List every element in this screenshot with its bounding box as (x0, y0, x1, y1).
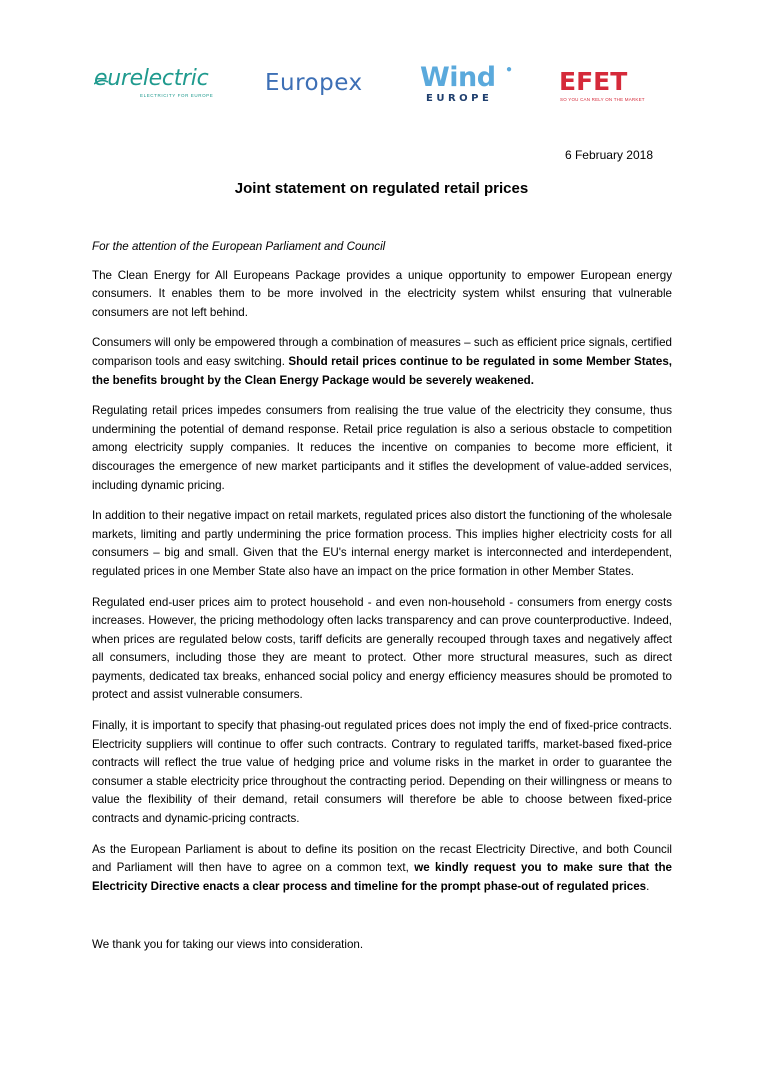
windeurope-wordmark: Wind (420, 62, 496, 93)
windeurope-logo (420, 62, 520, 106)
windeurope-subword: EUROPE (426, 93, 493, 104)
closing-line: We thank you for taking our views into consideration. (92, 938, 364, 951)
paragraph-7-emphasis: we kindly request you to make sure that the Electricity Directive enacts a clear process and timeline for the prompt phase-out of regulated prices (92, 861, 672, 893)
eurelectric-logo (94, 64, 226, 104)
eurelectric-tagline: ELECTRICITY FOR EUROPE (140, 93, 214, 98)
europex-wordmark: Europex (265, 70, 363, 96)
europex-logo (265, 70, 385, 104)
paragraph-3: Regulating retail prices impedes consumers from realising the true value of the electricity they consume, thus undermining the potential of demand response. Retail price regulation is also a serious obstacle to competition among electricity supply companies. It reduces the incentive on companies to become more efficient, it discourages the emergence of new market participants and it stifles the development of value-added services, including dynamic pricing. (92, 404, 672, 492)
paragraph-7-end: . (646, 879, 650, 893)
efet-wordmark: EFET (559, 67, 628, 96)
paragraph-6: Finally, it is important to specify that phasing-out regulated prices does not imply the end of fixed-price contracts. Electricity suppliers will continue to offer such contracts. Contrary to regulated tariffs, market-based fixed-price contracts will reflect the true value of hedging price and volume risks in the market in order to guarantee the consumer a stable electricity price throughout the contracting period. Depending on their willingness or means to value the flexibility of their demand, retail consumers will therefore be able to choose between fixed-price contracts and dynamic-pricing contracts. (92, 719, 672, 826)
attention-line: For the attention of the European Parliament and Council (92, 240, 386, 253)
document-title: Joint statement on regulated retail prices (234, 180, 529, 197)
document-body (92, 238, 672, 908)
paragraph-2-emphasis: Should retail prices continue to be regulated in some Member States, the benefits brought by the Clean Energy Package would be severely weakened. (92, 354, 672, 387)
paragraph-2 (92, 334, 672, 390)
paragraph-7-text: As the European Parliament is about to define its position on the recast Electricity Directive, and both Council and Parliament will then have to agree on a common text, (92, 842, 672, 875)
efet-tagline: SO YOU CAN RELY ON THE MARKET (560, 97, 645, 102)
paragraph-5: Regulated end-user prices aim to protect household - and even non-household - consumers from energy costs increases. However, the pricing methodology often lacks transparency and can prove counterproductive. Indeed, when prices are regulated below costs, tariff deficits are generally recouped through taxes and negatively affect all consumers, including those they are meant to protect. Other more structural measures, such as direct payments, dedicated tax breaks, enhanced social policy and energy efficiency measures should be promoted to protect and assist vulnerable consumers. (92, 595, 672, 702)
paragraph-4: In addition to their negative impact on retail markets, regulated prices also distort the functioning of the wholesale markets, limiting and partly undermining the price formation process. This implies higher electricity costs for all consumers – big and small. Given that the EU's internal energy market is interconnected and interdependent, regulated prices in one Member State also have an impact on the price formation in other Member States. (92, 509, 672, 578)
paragraph-7 (92, 841, 672, 897)
efet-logo (559, 67, 649, 107)
eurelectric-wordmark: eurelectric (94, 66, 209, 91)
document-date: 6 February 2018 (564, 148, 653, 162)
windeurope-dot-icon: ● (506, 64, 513, 75)
paragraph-1: The Clean Energy for All Europeans Package provides a unique opportunity to empower European energy consumers. It enables them to be more involved in the electricity system whilst ensuring that vulnerable consumers are not left behind. (92, 268, 672, 319)
paragraph-2-text: Consumers will only be empowered through a combination of measures – such as efficient price signals, certified comparison tools and easy switching. (92, 336, 672, 368)
